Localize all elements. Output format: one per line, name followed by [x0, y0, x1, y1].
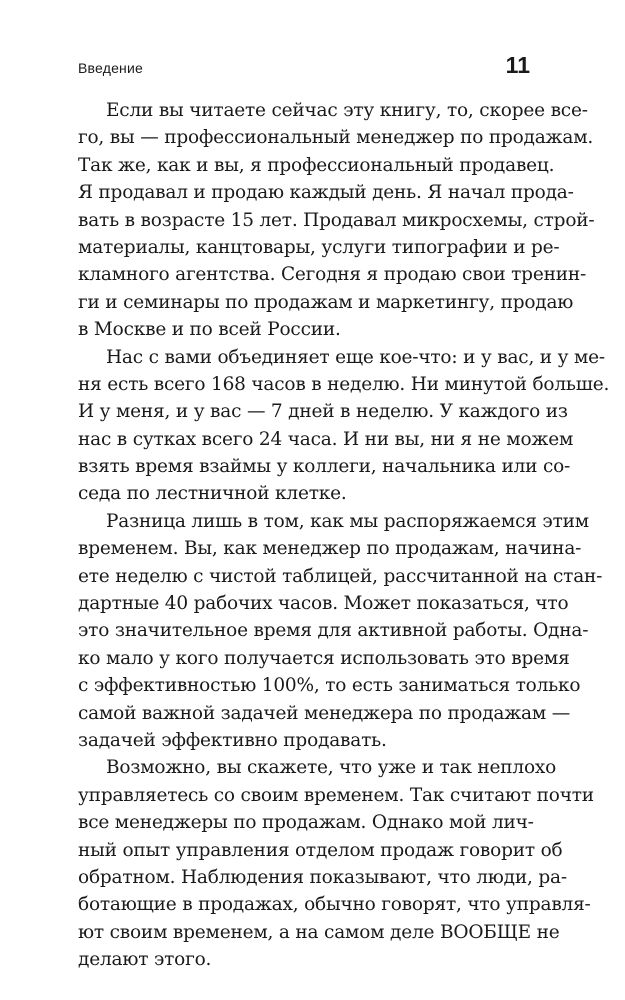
- text-line: кламного агентства. Сегодня я продаю свои тренин-: [78, 264, 587, 286]
- text-line: обратном. Наблюдения показывают, что люди, ра-: [78, 866, 567, 888]
- paragraph-3: [78, 508, 603, 755]
- text-line: Если вы читаете сейчас эту книгу, то, скорее все-: [106, 100, 588, 121]
- body-text: [78, 97, 610, 974]
- text-line: ный опыт управления отделом продаж говорит об: [78, 839, 563, 861]
- text-line: ня есть всего 168 часов в неделю. Ни минутой больше.: [78, 373, 610, 395]
- paragraph-1: [78, 97, 595, 344]
- text-line: Разница лишь в том, как мы распоряжаемся этим: [106, 510, 589, 532]
- text-line: ботающие в продажах, обычно говорят, что управля-: [78, 894, 591, 916]
- text-line: Я продавал и продаю каждый день. Я начал прода-: [78, 182, 574, 204]
- text-line: управляетесь со своим временем. Так считают почти: [78, 784, 594, 806]
- text-line: задачей эффективно продавать.: [78, 729, 387, 751]
- paragraph-2: [78, 344, 610, 508]
- text-line: делают этого.: [78, 949, 212, 971]
- text-line: самой важной задачей менеджера по продажам —: [78, 702, 571, 724]
- text-line: седа по лестничной клетке.: [78, 483, 347, 505]
- page-number: 11: [505, 52, 530, 78]
- text-line: Возможно, вы скажете, что уже и так неплохо: [106, 757, 557, 779]
- text-line: дартные 40 рабочих часов. Может показаться, что: [78, 593, 569, 615]
- text-line: И у меня, и у вас — 7 дней в неделю. У каждого из: [78, 401, 568, 423]
- text-line: нас в сутках всего 24 часа. И ни вы, ни я не можем: [78, 428, 574, 450]
- text-line: это значительное время для активной работы. Одна-: [78, 620, 589, 642]
- text-line: ете неделю с чистой таблицей, рассчитанной на стан-: [78, 565, 603, 587]
- text-line: в Москве и по всей России.: [78, 319, 341, 341]
- text-line: с эффективностью 100%, то есть заниматься только: [78, 675, 581, 697]
- text-line: го, вы — профессиональный менеджер по продажам.: [78, 127, 594, 149]
- text-line: вать в возрасте 15 лет. Продавал микросхемы, строй-: [78, 209, 595, 231]
- text-line: все менеджеры по продажам. Однако мой лич-: [78, 812, 534, 834]
- text-line: взять время взаймы у коллеги, начальника или со-: [78, 456, 571, 478]
- text-line: ют своим временем, а на самом деле ВООБЩЕ не: [78, 921, 560, 943]
- text-line: временем. Вы, как менеджер по продажам, начина-: [78, 538, 582, 560]
- text-line: Нас с вами объединяет еще кое-что: и у вас, и у ме-: [106, 346, 605, 368]
- text-line: ги и семинары по продажам и маркетингу, продаю: [78, 291, 574, 313]
- running-head-section-title: Введение: [78, 60, 143, 76]
- text-line: Так же, как и вы, я профессиональный продавец.: [78, 154, 555, 176]
- text-line: ко мало у кого получается использовать это время: [78, 647, 570, 669]
- text-line: материалы, канцтовары, услуги типографии и ре-: [78, 236, 560, 258]
- paragraph-4: [78, 754, 594, 973]
